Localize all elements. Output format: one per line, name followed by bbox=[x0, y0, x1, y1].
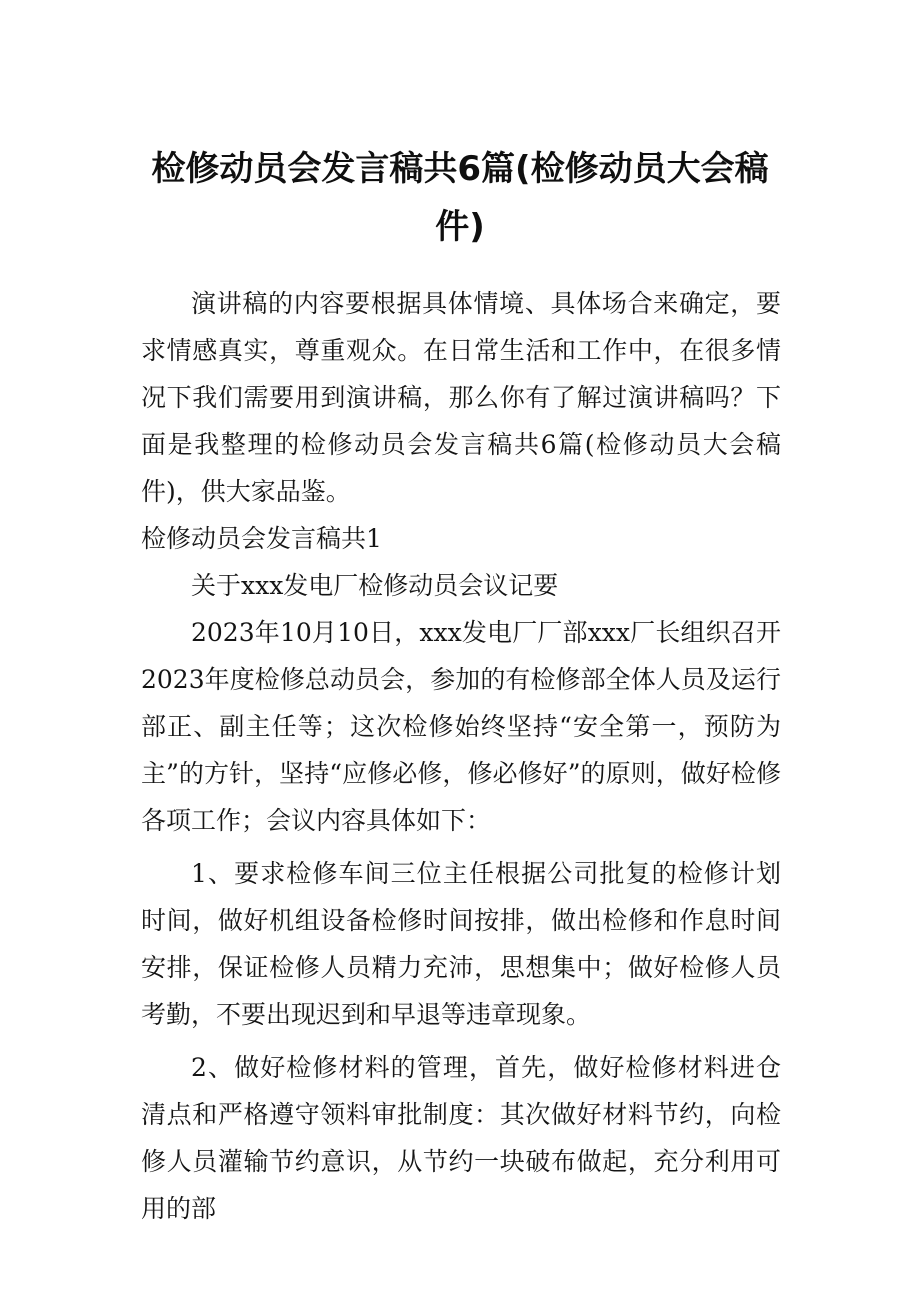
item-2-paragraph: 2、做好检修材料的管理，首先，做好检修材料进仓清点和严格遵守领料审批制度：其次做好材料节约，向检修人员灌输节约意识，从节约一块破布做起，充分利用可用的部 bbox=[141, 1053, 781, 1223]
meeting-title: 关于xxx发电厂检修动员会议记要 bbox=[191, 571, 559, 600]
document-title: 检修动员会发言稿共6篇(检修动员大会稿件) bbox=[151, 149, 769, 247]
section-heading: 检修动员会发言稿共1 bbox=[141, 524, 382, 553]
document-body bbox=[141, 280, 781, 1232]
item-1-paragraph: 1、要求检修车间三位主任根据公司批复的检修计划时间，做好机组设备检修时间按排，做出检修和作息时间安排，保证检修人员精力充沛，思想集中；做好检修人员考勤，不要出现迟到和早退等违章现象。 bbox=[141, 859, 781, 1029]
meeting-summary-paragraph: 2023年10月10日，xxx发电厂厂部xxx厂长组织召开2023年度检修总动员会，参加的有检修部全体人员及运行部正、副主任等；这次检修始终坚持“安全第一，预防为主”的方针，坚持“应修必修，修必修好”的原则，做好检修各项工作；会议内容具体如下： bbox=[141, 618, 781, 835]
intro-paragraph: 演讲稿的内容要根据具体情境、具体场合来确定，要求情感真实，尊重观众。在日常生活和工作中，在很多情况下我们需要用到演讲稿，那么你有了解过演讲稿吗？下面是我整理的检修动员会发言稿共6篇(检修动员大会稿件)，供大家品鉴。 bbox=[141, 289, 781, 506]
